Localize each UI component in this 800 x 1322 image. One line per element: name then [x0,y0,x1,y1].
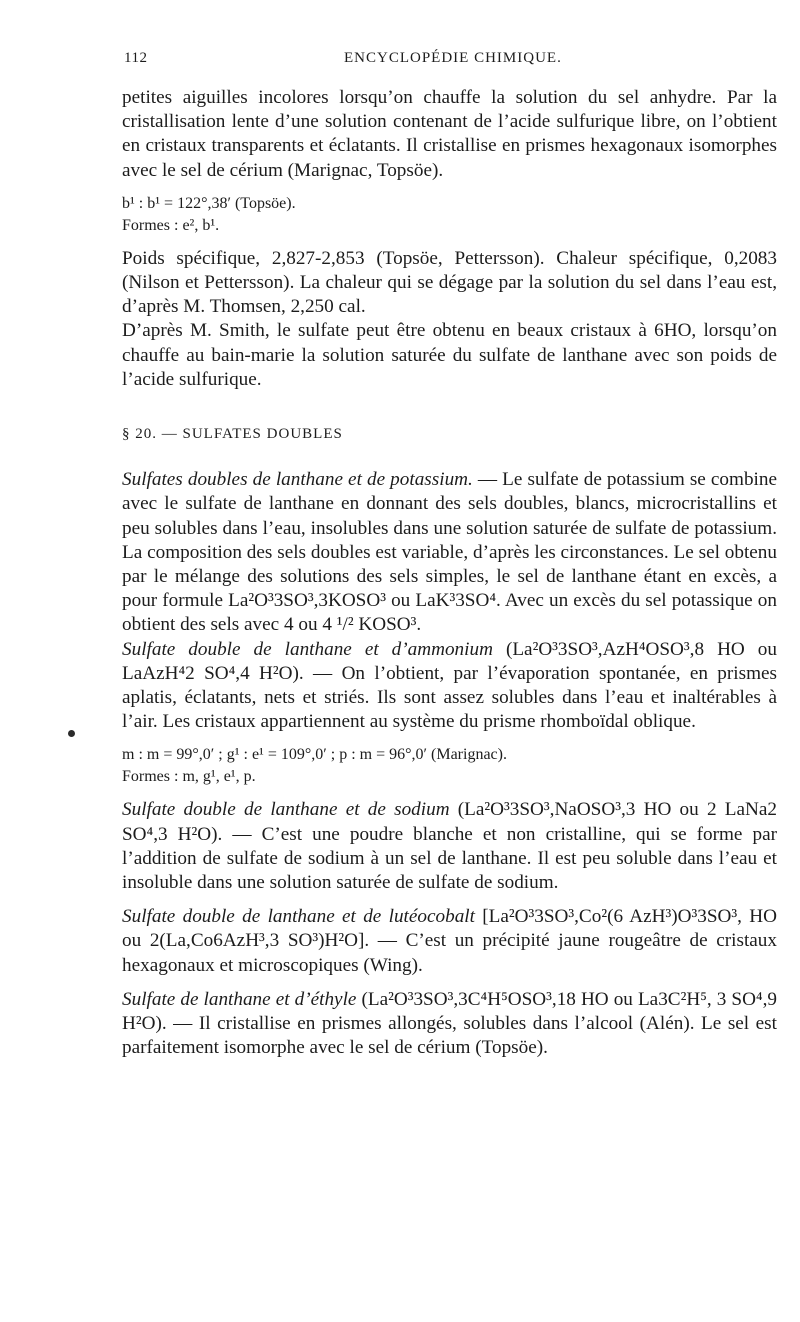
crystal-forms-formula: Formes : e², b¹. [122,216,220,234]
paragraph-8-body: (La²O³3SO³,3C⁴H⁵OSO³,18 HO ou La3C²H⁵, 3 SO⁴,9 H²O). — Il cristallise en prismes allongés, solubles dans l’alcool (Alén). Le sel est parfaitement isomorphe avec le sel de cérium (Topsöe). [122,988,778,1059]
section-title: § 20. — SULFATES DOUBLES [122,426,343,443]
paragraph-5-body: (La²O³3SO³,AzH⁴OSO³,8 HO ou LaAzH⁴2 SO⁴,4 H²O). — On l’obtient, par l’évaporation spontanée, en prismes aplatis, éclatants, nets et striés. Ils sont assez solubles dans l’eau et inaltérables à l’air. Les cristaux appartiennent au système du prisme rhomboïdal oblique. [122,638,777,733]
paragraph-4-title: Sulfates doubles de lanthane et de potassium. [122,469,473,491]
page-header [124,50,684,74]
paragraph-6 [122,798,777,895]
paragraph-5 [122,638,777,735]
body-text [122,86,777,1061]
paragraph-8 [122,988,777,1061]
page-number: 112 [124,50,148,66]
paragraph-6-body: (La²O³3SO³,NaOSO³,3 HO ou 2 LaNa2 SO⁴,3 H²O). — C’est une poudre blanche et non cristalline, qui se forme par l’addition de sulfate de sodium à un sel de lanthane. Il est peu soluble dans l’eau et insoluble dans une solution saturée de sulfate de sodium. [122,799,777,894]
paragraph-2: Poids spécifique, 2,827-2,853 (Topsöe, Pettersson). Chaleur spécifique, 0,2083 (Nilson et Pettersson). La chaleur qui se dégage par la solution du sel dans l’eau est, d’après M. Thomsen, 2,250 cal. [122,247,777,318]
paragraph-7-title: Sulfate double de lanthane et de lutéocobalt [122,906,475,928]
ammonium-forms-formula: Formes : m, g¹, e¹, p. [122,768,256,786]
crystal-angle-formula: b¹ : b¹ = 122°,38′ (Topsöe). [122,194,296,212]
paragraph-4 [122,468,777,637]
paragraph-8-title: Sulfate de lanthane et d’éthyle [122,988,357,1010]
paragraph-1: petites aiguilles incolores lorsqu’on chauffe la solution du sel anhydre. Par la cristallisation lente d’une solution contenant de l’acide sulfurique libre, on l’obtient en cristaux transparents et éclatants. Il cristallise en prismes hexagonaux isomorphes avec le sel de cérium (Marignac, Topsöe). [122,87,777,181]
paragraph-3: D’après M. Smith, le sulfate peut être obtenu en beaux cristaux à 6HO, lorsqu’on chauffe au bain-marie la solution saturée du sulfate de lanthane avec son poids de l’acide sulfurique. [122,320,777,390]
running-title: ENCYCLOPÉDIE CHIMIQUE. [344,50,562,66]
paragraph-7-body: [La²O³3SO³,Co²(6 AzH³)O³3SO³, HO ou 2(La,Co6AzH³,3 SO³)H²O]. — C’est un précipité jaune rougeâtre de cristaux hexagonaux et microscopiques (Wing). [122,906,777,976]
paragraph-4-body: — Le sulfate de potassium se combine avec le sulfate de lanthane en donnant des sels doubles, blancs, microcristallins et peu solubles dans l’eau, insolubles dans une solution saturée de sulfate de potassium. La composition des sels doubles est variable, d’après les circonstances. Le sel obtenu par le mélange des solutions des sels simples, le sel de lanthane étant en excès, a pour formule La²O³3SO³,3KOSO³ ou LaK³3SO⁴. Avec un excès du sel potassique on obtient des sels avec 4 ou 4 ¹/² KOSO³. [122,469,777,636]
paragraph-5-title: Sulfate double de lanthane et d’ammonium [122,638,493,660]
ammonium-angle-formula: m : m = 99°,0′ ; g¹ : e¹ = 109°,0′ ; p : m = 96°,0′ (Marignac). [122,746,507,764]
paragraph-6-title: Sulfate double de lanthane et de sodium [122,799,450,821]
paragraph-7 [122,905,777,978]
margin-dot-mark [68,730,75,737]
